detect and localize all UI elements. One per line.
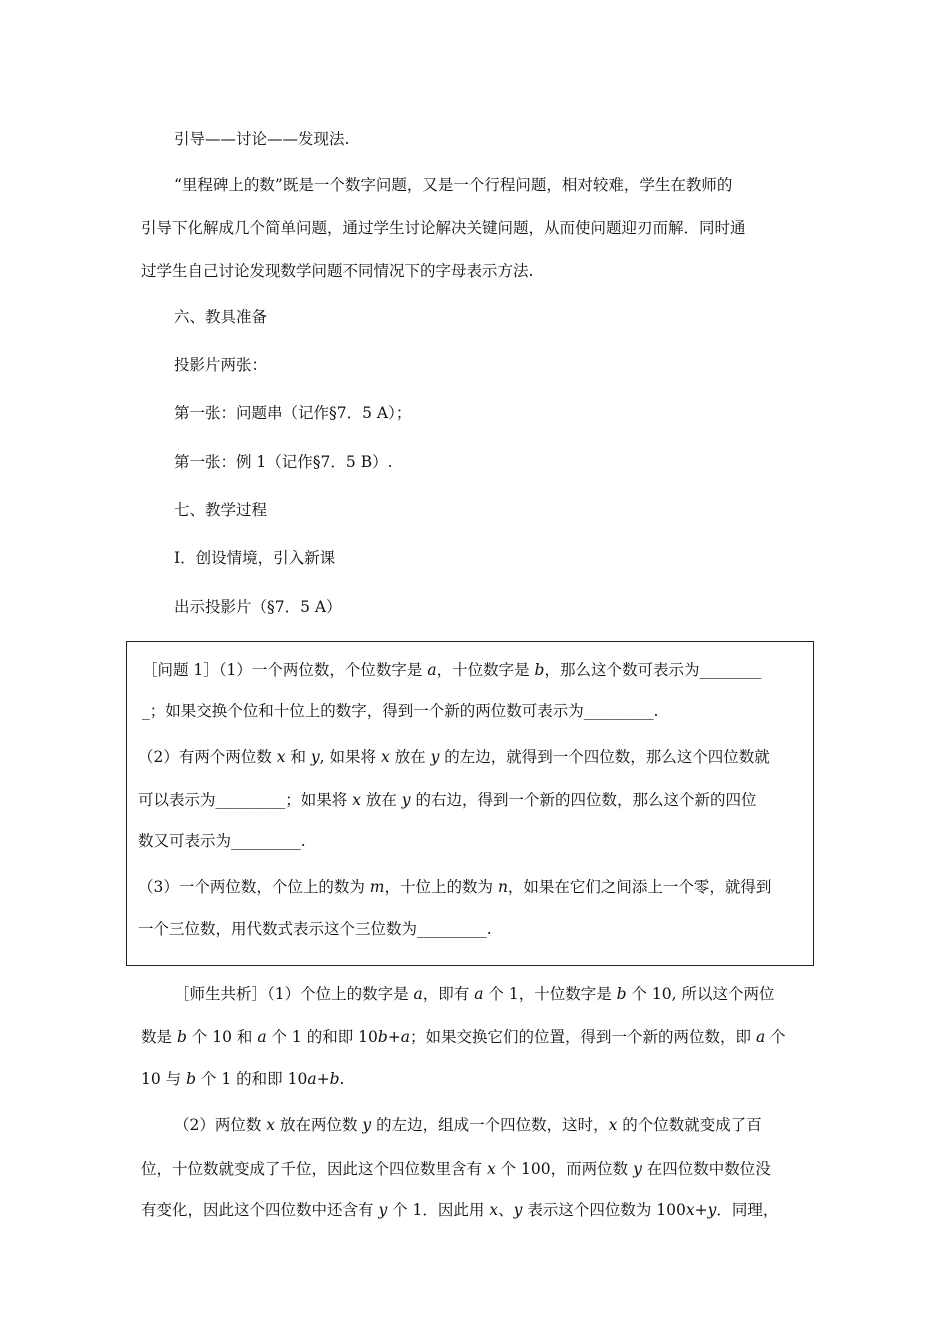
variable-x: x [380,748,390,766]
text-run: 个 10 和 [186,1028,258,1046]
text-run: ［问题 1］（1）一个两位数，个位数字是 [142,661,428,679]
problem-2-line-2 [138,789,757,811]
text-run: 的左边，组成一个四位数，这时， [371,1116,609,1134]
variable-a: a [427,661,437,679]
teaching-method-line: 引导——讨论——发现法. [174,130,350,148]
text-run: （3）一个两位数，个位上的数为 [138,878,370,896]
variable-y: y [707,1201,717,1219]
variable-a: a [307,1070,317,1088]
text-run: 和 [285,748,311,766]
variable-x: x [352,791,361,809]
variable-b: b [176,1028,187,1046]
variable-x: x [608,1116,618,1134]
text-run: + [387,1028,401,1046]
analysis-1-line-2 [141,1026,786,1048]
variable-b: b [186,1070,197,1088]
variable-n: n [497,878,508,896]
variable-y: y [378,1201,388,1219]
variable-a: a [257,1028,267,1046]
variable-y: y [310,748,320,766]
text-run: , 如果将 [319,748,381,766]
text-run: 放在 [389,748,431,766]
problem-1-line-1 [142,659,761,681]
text-run: 个 1 的和即 10 [196,1070,308,1088]
intro-paragraph-line-3: 过学生自己讨论发现数学问题不同情况下的字母表示方法. [141,262,534,280]
variable-x: x [486,1160,496,1178]
text-run: 个 10, 所以这个两位 [626,985,775,1003]
analysis-1-line-3 [141,1068,344,1090]
variable-x: x [266,1116,276,1134]
intro-paragraph-line-1: “里程碑上的数”既是一个数字问题，又是一个行程问题，相对较难，学生在教师的 [174,176,733,194]
variable-y: y [513,1201,523,1219]
text-run: 放在两位数 [275,1116,363,1134]
section-six-heading: 六、教具准备 [174,308,268,326]
analysis-2-line-3 [141,1199,778,1221]
text-run: ，那么这个数可表示为________ [544,661,762,679]
variable-m: m [369,878,385,896]
variable-b: b [534,661,545,679]
text-run: 有变化，因此这个四位数中还含有 [141,1201,379,1219]
text-run: 的右边，得到一个新的四位数，那么这个新的四位 [410,791,757,809]
variable-a: a [400,1028,411,1046]
variable-x: x [489,1201,499,1219]
text-run: ．同理， [716,1201,779,1219]
slide-one-line: 第一张：问题串（记作§7．5 A）； [174,404,412,422]
problem-3-line-2: 一个三位数，用代数式表示这个三位数为_________. [138,920,492,938]
variable-b: b [329,1070,340,1088]
text-run: （2）两位数 [174,1116,267,1134]
variable-a: a [413,985,423,1003]
variable-y: y [633,1160,642,1178]
intro-paragraph-line-2: 引导下化解成几个简单问题，通过学生讨论解决关键问题，从而使问题迎刃而解．同时通 [141,219,746,237]
text-run: 在四位数中数位没 [641,1160,771,1178]
text-run: + [316,1070,330,1088]
text-run: 放在 [360,791,402,809]
variable-y: y [430,748,440,766]
text-run: ；如果交换它们的位置，得到一个新的两位数，即 [410,1028,756,1046]
text-run: ，十位数字是 [436,661,535,679]
variable-y: y [362,1116,372,1134]
section-seven-heading: 七、教学过程 [174,501,268,519]
projector-slides-line: 投影片两张： [174,356,268,374]
text-run: 个 1 的和即 10 [266,1028,378,1046]
variable-x: x [276,748,286,766]
text-run: 的个位数就变成了百 [617,1116,762,1134]
text-run: 个 1．因此用 [387,1201,490,1219]
problem-2-line-1 [138,746,770,768]
variable-y: y [401,791,411,809]
variable-x: x [685,1201,695,1219]
variable-a: a [474,985,484,1003]
text-run: 的左边，就得到一个四位数，那么这个四位数就 [439,748,770,766]
problem-3-line-1 [138,876,771,898]
problem-1-line-2: _；如果交换个位和十位上的数字，得到一个新的两位数可表示为_________. [142,702,659,720]
text-run: 10 与 [141,1070,187,1088]
problem-2-line-3: 数又可表示为_________. [138,832,306,850]
show-slide-line: 出示投影片（§7．5 A） [174,598,342,616]
analysis-2-line-2 [141,1158,771,1180]
text-run: 可以表示为_________；如果将 [138,791,353,809]
text-run: ，如果在它们之间添上一个零，就得到 [507,878,772,896]
variable-a: a [755,1028,766,1046]
slide-two-line: 第一张：例 1（记作§7．5 B）. [174,453,393,471]
text-run: （2）有两个两位数 [138,748,277,766]
variable-b: b [377,1028,388,1046]
text-run: 表示这个四位数为 100 [522,1201,686,1219]
text-run: 个 100，而两位数 [495,1160,634,1178]
text-run: 位，十位数就变成了千位，因此这个四位数里含有 [141,1160,487,1178]
text-run: ，十位上的数为 [384,878,498,896]
variable-b: b [616,985,627,1003]
analysis-1-line-1 [174,983,775,1005]
text-run: ［师生共析］（1）个位上的数字是 [174,985,414,1003]
text-run: 个 1，十位数字是 [483,985,617,1003]
analysis-2-line-1 [174,1114,762,1136]
text-run: 数是 [141,1028,177,1046]
step-one-line: Ⅰ．创设情境，引入新课 [174,549,336,567]
text-run: 个 [765,1028,786,1046]
text-run: 、 [498,1201,514,1219]
text-run: ，即有 [422,985,475,1003]
text-run: . [339,1070,345,1088]
text-run: + [694,1201,708,1219]
